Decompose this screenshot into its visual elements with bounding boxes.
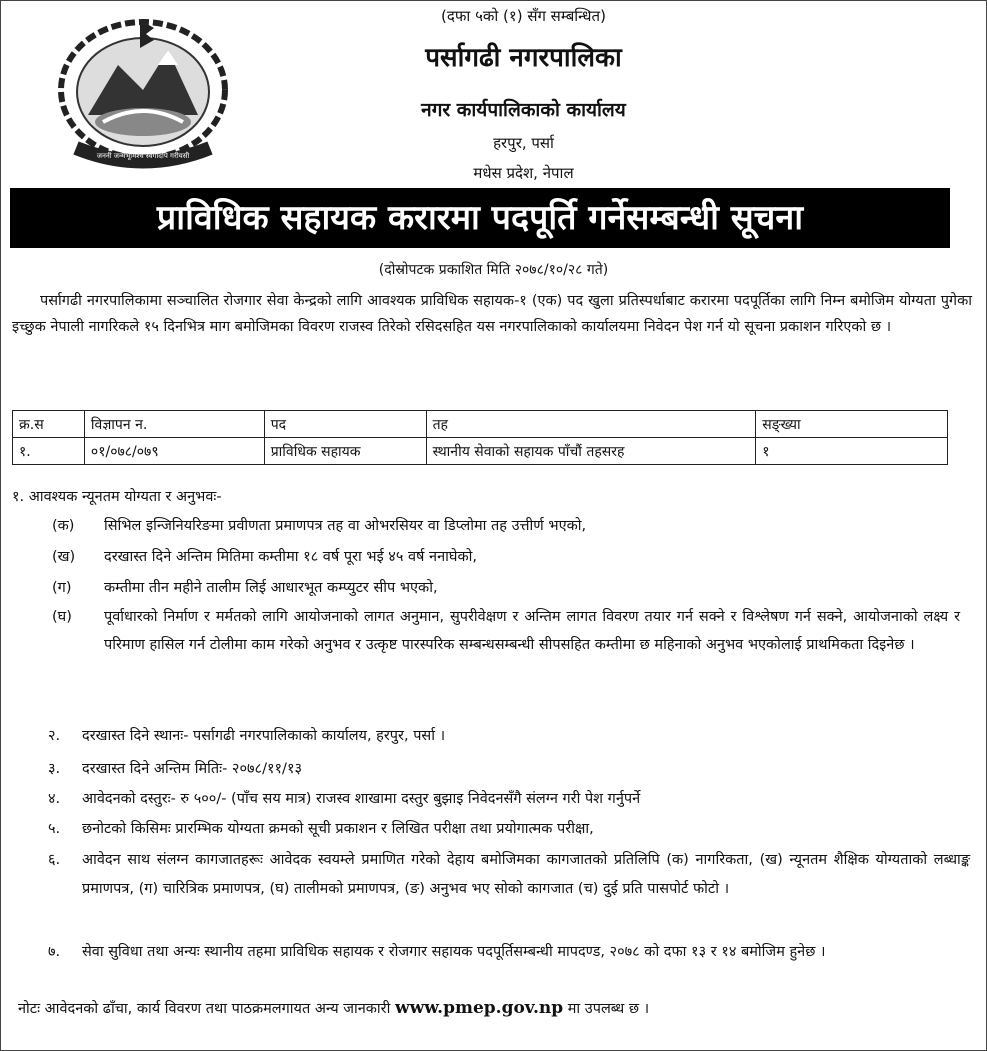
table-row [13,438,948,465]
item-text: दरखास्त दिने अन्तिम मितिमा कम्तीमा १८ वर्ष पूरा भई ४५ वर्ष ननाघेको, [104,549,477,565]
website-link[interactable]: www.pmep.gov.np [394,998,564,1018]
notice-point [30,938,970,967]
reference-line: (दफा ५को (१) सँग सम्बन्धित) [441,7,606,25]
qualification-item [40,603,960,659]
notice-point [30,722,970,751]
table-cell: ०१/०७८/०७९ [84,438,264,465]
point-text: सेवा सुविधा तथा अन्यः स्थानीय तहमा प्राविधिक सहायक र रोजगार सहायक पदपूर्तिसम्बन्धी मापदण्ड, २०७८ को दफा १३ र १४ बमोजिम हुनेछ । [82,944,826,960]
point-marker: ५. [48,821,61,837]
item-marker: (ग) [52,580,72,596]
notice-point [30,815,970,844]
table-header-cell: क्र.स [13,411,85,438]
point-text: आवेदनको दस्तुरः- रु ५००/- (पाँच सय मात्र) राजस्व शाखामा दस्तुर बुझाइ निवेदनसँगै संलग्न गरी पेश गर्नुपर्ने [82,791,641,807]
qualification-item [40,574,960,602]
point-marker: ४. [48,791,61,807]
table-cell: १ [756,438,948,465]
notice-title-banner: प्राविधिक सहायक करारमा पदपूर्ति गर्नेसम्बन्धी सूचना [10,188,950,248]
table-header-cell: विज्ञापन न. [84,411,264,438]
point-text: आवेदन साथ संलग्न कागजातहरूः आवेदक स्वयम्ले प्रमाणित गरेको देहाय बमोजिमका कागजातको प्रतिलिपि (क) नागरिकता, (ख) न्यूनतम शैक्षिक योग्यताको लब्धाङ्क प्रमाणपत्र, (ग) चारित्रिक प्रमाणपत्र, (घ) तालीमको प्रमाणपत्र, (ङ) अनुभव भए सोको कागजात (च) दुई प्रति पासपोर्ट फोटो । [82,852,970,897]
item-marker: (क) [52,518,75,534]
table-header-cell: पद [264,411,426,438]
note-prefix: नोटः आवेदनको ढाँचा, कार्य विवरण तथा पाठक्रमलगायत अन्य जानकारी [18,1001,391,1017]
publish-date: (दोस्रोपटक प्रकाशित मिति २०७८/१०/२८ गते) [378,262,609,278]
address-line-2: मधेस प्रदेश, नेपाल [473,164,574,182]
point-marker: ६. [48,852,61,868]
table-cell: स्थानीय सेवाको सहायक पाँचौं तहसरह [426,438,756,465]
office-subtitle: नगर कार्यपालिकाको कार्यालय [421,99,626,121]
point-text: छनोटको किसिमः प्रारम्भिक योग्यता क्रमको सूची प्रकाशन र लिखित परीक्षा तथा प्रयोगात्मक परीक्षा, [82,821,594,837]
item-text: कम्तीमा तीन महीने तालीम लिई आधारभूत कम्प्युटर सीप भएको, [104,580,438,596]
table-header-cell: तह [426,411,756,438]
table-header-row [13,411,948,438]
emblem-motto: जननी जन्मभूमिश्च स्वर्गादपि गरीयसी [96,152,190,160]
table-cell: १. [13,438,85,465]
table-cell: प्राविधिक सहायक [264,438,426,465]
intro-paragraph [12,288,972,340]
office-name: पर्सागढी नगरपालिका [425,43,622,73]
table-header-cell: सङ्ख्या [756,411,948,438]
point-text: दरखास्त दिने स्थानः- पर्सागढी नगरपालिकाको कार्यालय, हरपुर, पर्सा । [82,728,446,744]
qualification-item [40,543,960,571]
notice-point [30,755,970,784]
item-text: सिभिल इन्जिनियरिङमा प्रवीणता प्रमाणपत्र तह वा ओभरसियर वा डिप्लोमा तह उत्तीर्ण भएको, [104,518,587,534]
item-text: पूर्वाधारको निर्माण र मर्मतको लागि आयोजनाको लागत अनुमान, सुपरीवेक्षण र अन्तिम लागत विवरण तयार गर्न सक्ने र विश्लेषण गर्न सक्ने, आयोजनाको लक्ष्य र परिमाण हासिल गर्न टोलीमा काम गरेको अनुभव र उत्कृष्ट पारस्परिक सम्बन्धसम्बन्धी सीपसहित कम्तीमा छ महिनाको अनुभव भएकोलाई प्राथमिकता दिइनेछ । [104,609,960,653]
note-suffix: मा उपलब्ध छ । [567,1001,650,1017]
notice-point [30,785,970,814]
item-marker: (घ) [52,609,72,625]
intro-text: पर्सागढी नगरपालिकामा सञ्चालित रोजगार सेवा केन्द्रको लागि आवश्यक प्राविधिक सहायक-१ (एक) पद खुला प्रतिस्पर्धाबाट करारमा पदपूर्तिका लागि निम्न बमोजिम योग्यता पुगेका इच्छुक नेपाली नागरिकले १५ दिनभित्र माग बमोजिमका विवरण राजस्व तिरेको रसिदसहित यस नगरपालिकाको कार्यालयमा निवेदन पेश गर्न यो सूचना प्रकाशन गरिएको छ । [12,293,972,335]
point-marker: ३. [48,761,61,777]
footer-note [18,998,649,1018]
item-marker: (ख) [52,549,76,565]
point-marker: ७. [48,944,61,960]
point-text: दरखास्त दिने अन्तिम मितिः- २०७८/११/१३ [82,761,303,777]
qualifications-heading: १. आवश्यक न्यूनतम योग्यता र अनुभवः- [12,489,222,505]
notice-point [30,846,970,904]
point-marker: २. [48,728,61,744]
qualification-item [40,512,960,540]
vacancy-table [12,410,948,465]
address-line-1: हरपुर, पर्सा [493,134,554,152]
